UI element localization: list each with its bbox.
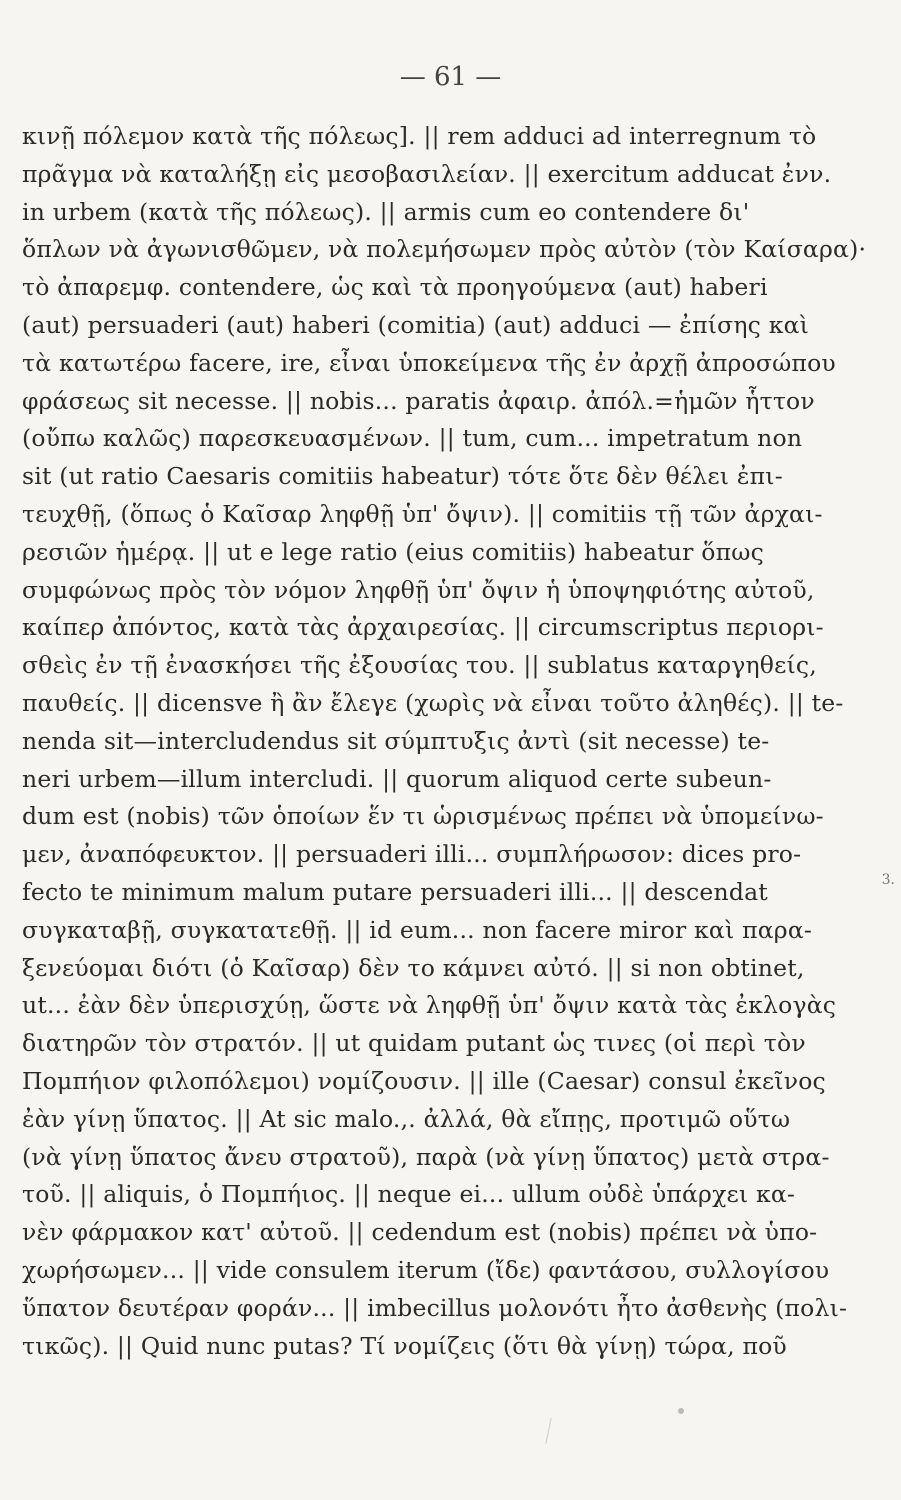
text-line: ὅπλων νὰ ἀγωνισθῶμεν, νὰ πολεμήσωμεν πρὸς αὐτὸν (τὸν Καίσαρα)· [22, 235, 867, 264]
text-line: ut... ἐὰν δὲν ὑπερισχύῃ, ὥστε νὰ ληφθῇ ὑπ' ὄψιν κατὰ τὰς ἐκλογὰς [22, 991, 837, 1020]
text-line: dum est (nobis) τῶν ὁποίων ἕν τι ὡρισμένως πρέπει νὰ ὑπομείνω- [22, 802, 824, 831]
text-line: κινῇ πόλεμον κατὰ τῆς πόλεως]. || rem adduci ad interregnum τὸ [22, 122, 817, 150]
text-line: ἐὰν γίνῃ ὕπατος. || At sic malo.,. ἀλλά, θὰ εἴπῃς, προτιμῶ οὕτω [22, 1104, 791, 1133]
pencil-stroke [545, 1418, 551, 1444]
text-line: τευχθῇ, (ὅπως ὁ Καῖσαρ ληφθῇ ὑπ' ὄψιν). || comitiis τῇ τῶν ἀρχαι- [22, 499, 823, 528]
text-line: Πομπήιον φιλοπόλεμοι) νομίζουσιν. || ille (Caesar) consul ἐκεῖνος [22, 1066, 826, 1095]
text-line: τὸ ἀπαρεμφ. contendere, ὡς καὶ τὰ προηγούμενα (aut) haberi [22, 273, 768, 302]
text-line: νὲν φάρμακον κατ' αὐτοῦ. || cedendum est (nobis) πρέπει νὰ ὑπο- [22, 1218, 818, 1247]
text-line: sit (ut ratio Caesaris comitiis habeatur) τότε ὅτε δὲν θέλει ἐπι- [22, 462, 783, 491]
text-line: διατηρῶν τὸν στρατόν. || ut quidam putant ὡς τινες (οἱ περὶ τὸν [22, 1029, 806, 1058]
ink-dot [678, 1408, 684, 1414]
text-line: χωρήσωμεν... || vide consulem iterum (ἴδε) φαντάσου, συλλογίσου [22, 1255, 830, 1284]
page-number: — 61 — [399, 62, 502, 92]
text-line: (οὔπω καλῶς) παρεσκευασμένων. || tum, cum... impetratum non [22, 424, 803, 453]
text-line: μεν, ἀναπόφευκτον. || persuaderi illi... συμπλήρωσον: dices pro- [22, 840, 802, 869]
text-line: fecto te minimum malum putare persuaderi illi... || descendat [22, 877, 768, 906]
text-line: σθεὶς ἐν τῇ ἐνασκήσει τῆς ἐξουσίας του. || sublatus καταργηθείς, [22, 651, 817, 680]
text-line: ρεσιῶν ἡμέρᾳ. || ut e lege ratio (eius comitiis) habeatur ὅπως [22, 537, 764, 566]
text-line: καίπερ ἀπόντος, κατὰ τὰς ἀρχαιρεσίας. || circumscriptus περιορι- [22, 613, 824, 642]
text-line: nenda sit—intercludendus sit σύμπτυξις ἀντὶ (sit necesse) te- [22, 726, 770, 755]
text-line: παυθείς. || dicensve ἢ ἂν ἔλεγε (χωρὶς νὰ εἶναι τοῦτο ἀληθές). || te- [22, 688, 844, 717]
text-line: in urbem (κατὰ τῆς πόλεως). || armis cum eo contendere δι' [22, 197, 750, 226]
text-line: neri urbem—illum intercludi. || quorum aliquod certe subeun- [22, 764, 772, 793]
text-line: ξενεύομαι διότι (ὁ Καῖσαρ) δὲν το κάμνει αὐτό. || si non obtinet, [22, 953, 805, 982]
text-line: (νὰ γίνῃ ὕπατος ἄνευ στρατοῦ), παρὰ (νὰ γίνῃ ὕπατος) μετὰ στρα- [22, 1142, 830, 1171]
text-line: φράσεως sit necesse. || nobis... paratis ἀφαιρ. ἀπόλ.=ἡμῶν ἧττον [22, 386, 815, 415]
text-line: τὰ κατωτέρω facere, ire, εἶναι ὑποκείμενα τῆς ἐν ἀρχῇ ἀπροσώπου [22, 348, 836, 377]
text-line: τικῶς). || Quid nunc putas? Τί νομίζεις (ὅτι θὰ γίνῃ) τώρα, ποῦ [22, 1331, 787, 1360]
margin-mark: 3. [881, 872, 895, 888]
text-line: πρᾶγμα νὰ καταλήξῃ εἰς μεσοβασιλείαν. || exercitum adducat ἐνν. [22, 159, 832, 188]
text-line: ὕπατον δευτέραν φοράν... || imbecillus μολονότι ἦτο ἀσθενὴς (πολι- [22, 1293, 848, 1322]
text-line: συμφώνως πρὸς τὸν νόμον ληφθῇ ὑπ' ὄψιν ἡ ὑποψηφιότης αὐτοῦ, [22, 575, 815, 604]
commentary-text [22, 118, 880, 1365]
text-line: τοῦ. || aliquis, ὁ Πομπήιος. || neque ei... ullum οὐδὲ ὑπάρχει κα- [22, 1180, 796, 1209]
text-line: (aut) persuaderi (aut) haberi (comitia) (aut) adduci — ἐπίσης καὶ [22, 310, 810, 339]
text-line: συγκαταβῇ, συγκατατεθῇ. || id eum... non facere miror καὶ παρα- [22, 915, 813, 944]
